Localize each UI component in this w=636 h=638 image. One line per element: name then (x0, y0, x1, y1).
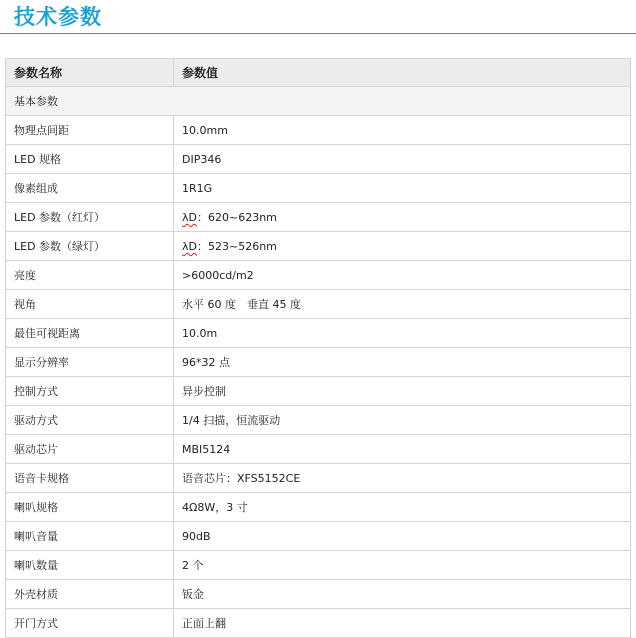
param-name: LED 参数（绿灯） (6, 232, 174, 261)
param-name: 外壳材质 (6, 580, 174, 609)
table-row (6, 203, 631, 232)
table-row (6, 174, 631, 203)
param-name: 语音卡规格 (6, 464, 174, 493)
param-name: 开门方式 (6, 609, 174, 638)
param-name: 控制方式 (6, 377, 174, 406)
table-row (6, 435, 631, 464)
param-value: 水平 60 度 垂直 45 度 (174, 290, 631, 319)
param-value: >6000cd/m2 (174, 261, 631, 290)
param-name: 亮度 (6, 261, 174, 290)
param-name: 喇叭音量 (6, 522, 174, 551)
table-row (6, 609, 631, 638)
param-name: 最佳可视距离 (6, 319, 174, 348)
section-header (0, 0, 636, 36)
table-row (6, 261, 631, 290)
param-value (174, 203, 631, 232)
param-value-text: ：523~526nm (196, 240, 277, 253)
param-value: 90dB (174, 522, 631, 551)
table-row (6, 290, 631, 319)
param-name: 喇叭规格 (6, 493, 174, 522)
table-row (6, 580, 631, 609)
param-value: 4Ω8W，3 寸 (174, 493, 631, 522)
table-row (6, 493, 631, 522)
param-name: 喇叭数量 (6, 551, 174, 580)
section-row (6, 87, 631, 116)
table-row (6, 319, 631, 348)
param-name: LED 规格 (6, 145, 174, 174)
param-value-text: ：620~623nm (196, 211, 277, 224)
param-name: 显示分辨率 (6, 348, 174, 377)
title-divider (0, 33, 636, 34)
param-value: 钣金 (174, 580, 631, 609)
table-header-row (6, 59, 631, 87)
param-name: 视角 (6, 290, 174, 319)
wavelength-symbol: λD (182, 211, 197, 224)
param-value: 10.0m (174, 319, 631, 348)
param-value: 2 个 (174, 551, 631, 580)
table-row (6, 348, 631, 377)
param-name: 驱动方式 (6, 406, 174, 435)
param-value: DIP346 (174, 145, 631, 174)
page-title: 技术参数 (14, 5, 102, 29)
table-row (6, 145, 631, 174)
table-row (6, 464, 631, 493)
param-name: 像素组成 (6, 174, 174, 203)
param-value (174, 232, 631, 261)
param-value: 正面上翻 (174, 609, 631, 638)
table-row (6, 406, 631, 435)
section-label: 基本参数 (6, 87, 631, 116)
spec-table (5, 58, 631, 638)
param-value: 10.0mm (174, 116, 631, 145)
param-value: 异步控制 (174, 377, 631, 406)
param-name: LED 参数（红灯） (6, 203, 174, 232)
param-value: 1R1G (174, 174, 631, 203)
column-header-value: 参数值 (174, 59, 631, 87)
wavelength-symbol: λD (182, 240, 197, 253)
param-name: 驱动芯片 (6, 435, 174, 464)
column-header-name: 参数名称 (6, 59, 174, 87)
param-value: 语音芯片：XFS5152CE (174, 464, 631, 493)
table-row (6, 551, 631, 580)
param-value: MBI5124 (174, 435, 631, 464)
param-value: 96*32 点 (174, 348, 631, 377)
table-row (6, 377, 631, 406)
table-row (6, 232, 631, 261)
param-value: 1/4 扫描，恒流驱动 (174, 406, 631, 435)
table-row (6, 116, 631, 145)
param-name: 物理点间距 (6, 116, 174, 145)
table-row (6, 522, 631, 551)
